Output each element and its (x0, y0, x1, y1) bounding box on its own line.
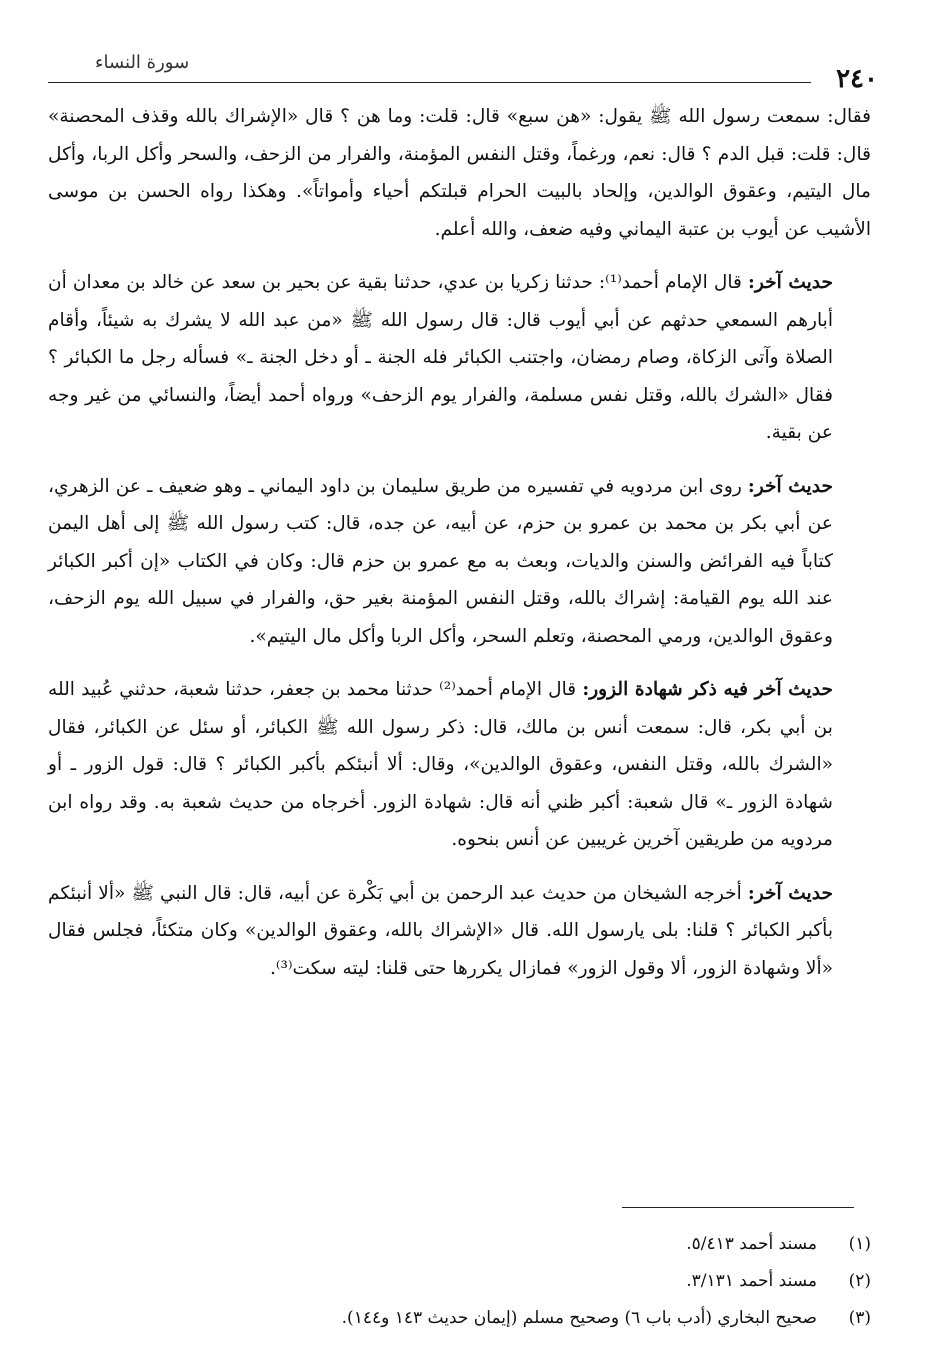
footnotes (171, 1226, 871, 1337)
footnote-text: مسند أحمد ٣/١٣١. (686, 1271, 817, 1291)
paragraph (48, 468, 871, 656)
paragraph-text: فقال: سمعت رسول الله ﷺ يقول: «هن سبع» قال: قلت: وما هن ؟ قال «الإشراك بالله وقذف المحصنة» قال: قلت: قبل الدم ؟ قال: نعم، ورغماً، وقتل النفس المؤمنة، والفرار من الزحف، والسحر وأكل الربا، وأكل مال اليتيم، وعقوق الوالدين، وإلحاد بالبيت الحرام قبلتكم أحياء وأمواتاً». وهكذا رواه الحسن بن موسى الأشيب عن أيوب بن عتبة اليماني وفيه ضعف، والله أعلم. (48, 106, 871, 240)
hadith-heading: حديث آخر فيه ذكر شهادة الزور: (582, 679, 833, 700)
footnote (171, 1263, 871, 1300)
footnote (171, 1300, 871, 1337)
paragraph (48, 98, 871, 248)
footnote (171, 1226, 871, 1263)
running-title: سورة النساء (95, 52, 190, 73)
footnote-divider (622, 1207, 854, 1208)
paragraph (48, 264, 871, 452)
footnote-mark: (١) (848, 1234, 871, 1254)
hadith-heading: حديث آخر: (747, 475, 833, 497)
paragraph (48, 875, 871, 988)
hadith-heading: حديث آخر: (747, 882, 833, 904)
main-text (48, 98, 871, 1003)
header-rule (48, 82, 811, 83)
paragraph (48, 671, 871, 859)
footnote-text: مسند أحمد ٥/٤١٣. (686, 1234, 817, 1254)
hadith-heading: حديث آخر: (747, 272, 833, 293)
paragraph-text: قال الإمام أحمد⁽²⁾ حدثنا محمد بن جعفر، حدثنا شعبة، حدثني عُبيد الله بن أبي بكر، قال: سمعت أنس بن مالك، قال: ذكر رسول الله ﷺ الكبائر، أو سئل عن الكبائر، فقال «الشرك بالله، وقتل النفس، وعقوق الوالدين»، وقال: ألا أنبئكم بأكبر الكبائر ؟ قال: قول الزور ـ أو شهادة الزور ـ» قال شعبة: أكبر ظني أنه قال: شهادة الزور. أخرجاه من حديث شعبة به. وقد رواه ابن مردويه من طريقين آخرين غريبين عن أنس بنحوه. (48, 679, 833, 850)
page-header (40, 52, 903, 94)
paragraph-text: روى ابن مردويه في تفسيره من طريق سليمان بن داود اليماني ـ وهو ضعيف ـ عن الزهري، عن أبي بكر بن محمد بن عمرو بن حزم، عن أبيه، عن جده، قال: كتب رسول الله ﷺ إلى أهل اليمن كتاباً فيه الفرائض والسنن والديات، وبعث به مع عمرو بن حزم قال: وكان في الكتاب «إن أكبر الكبائر عند الله يوم القيامة: إشراك بالله، وقتل النفس المؤمنة بغير حق، والفرار في سبيل الله يوم الزحف، وعقوق الوالدين، ورمي المحصنة، وتعلم السحر، وأكل الربا وأكل مال اليتيم». (48, 475, 833, 647)
footnote-mark: (٣) (848, 1308, 871, 1328)
footnote-mark: (٢) (848, 1271, 871, 1291)
page-number: ٢٤٠ (836, 64, 878, 94)
paragraph-text: أخرجه الشيخان من حديث عبد الرحمن بن أبي بَكْرة عن أبيه، قال: قال النبي ﷺ «ألا أنبئكم بأكبر الكبائر ؟ قلنا: بلى يارسول الله. قال «الإشراك بالله، وعقوق الوالدين» وكان متكئاً، فجلس فقال «ألا وشهادة الزور، ألا وقول الزور» فمازال يكررها حتى قلنا: ليته سكت⁽³⁾. (48, 882, 833, 979)
paragraph-text: قال الإمام أحمد⁽¹⁾: حدثنا زكريا بن عدي، حدثنا بقية عن بحير بن سعد عن خالد بن معدان أن أبارهم السمعي حدثهم عن أبي أيوب قال: قال رسول الله ﷺ «من عبد الله لا يشرك به شيئاً، وأقام الصلاة وآتى الزكاة، وصام رمضان، واجتنب الكبائر فله الجنة ـ أو دخل الجنة ـ» فسأله رجل ما الكبائر ؟ فقال «الشرك بالله، وقتل نفس مسلمة، والفرار يوم الزحف» ورواه أحمد أيضاً، والنسائي من غير وجه عن بقية. (48, 272, 833, 443)
footnote-text: صحيح البخاري (أدب باب ٦) وصحيح مسلم (إيمان حديث ١٤٣ و١٤٤). (341, 1308, 817, 1328)
